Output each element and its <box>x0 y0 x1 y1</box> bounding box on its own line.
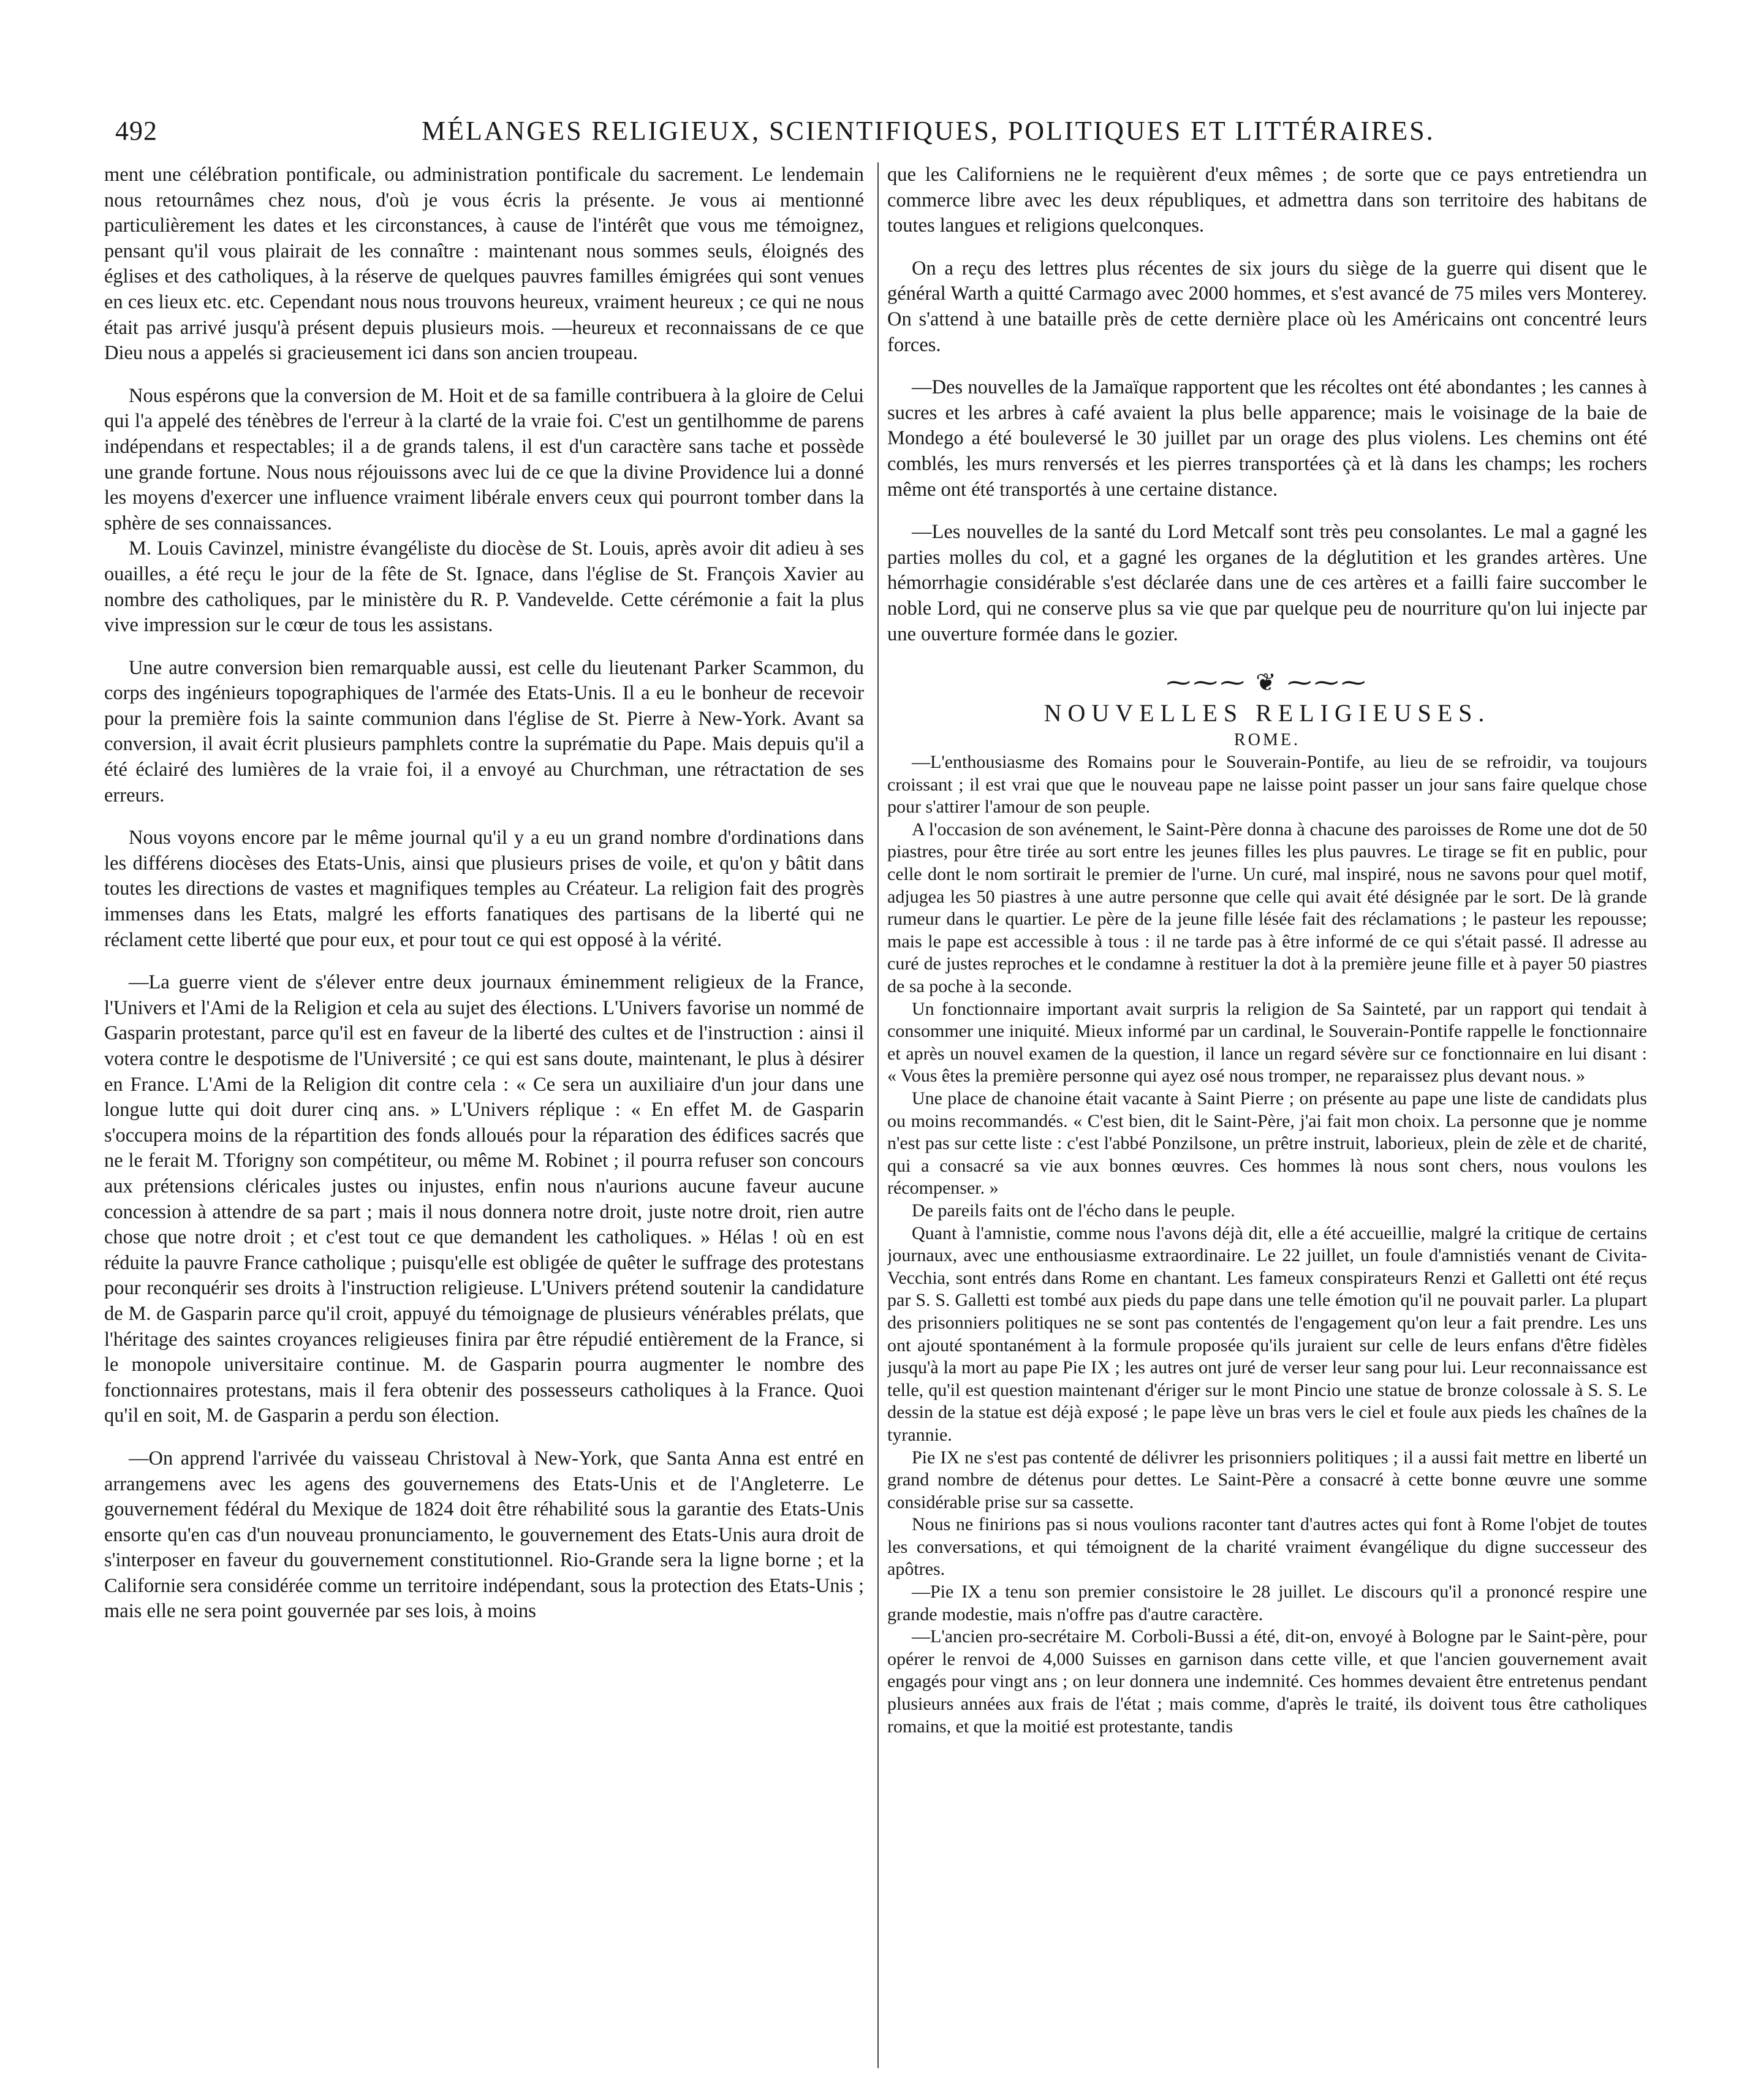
section-heading <box>887 668 1647 751</box>
news-item-paragraph: —On apprend l'arrivée du vaisseau Christoval à New-York, que Santa Anna est entré en arrangemens avec les agens des gouvernemens des Etats-Unis et de l'Angleterre. Le gouvernement fédéral du Mexique de 1824 doit être réhabilité sous la garantie des Etats-Unis ensorte qu'en cas d'un nouveau pronunciamento, le gouvernement des Etats-Unis aura droit de s'interposer en faveur du gouvernement constitutionnel. Rio-Grande sera la ligne borne ; et la Californie sera considérée comme un territoire indépendant, sous la protection des Etats-Unis ; mais elle ne sera point gouvernée par ses lois, à moins <box>104 1447 864 1623</box>
page-number: 492 <box>115 116 157 146</box>
news-item-paragraph: —Pie IX a tenu son premier consistoire le 28 juillet. Le discours qu'il a prononcé respire une grande modestie, mais n'offre pas d'autre caractère. <box>887 1582 1647 1624</box>
article-paragraph: Nous espérons que la conversion de M. Hoit et de sa famille contribuera à la gloire de Celui qui l'a appelé des ténèbres de l'erreur à la clarté de la vraie foi. C'est un gentilhomme de parens indépendans et respectables; il a de grands talens, il est d'un caractère sans tache et possède une grande fortune. Nous nous réjouissons avec lui de ce que la divine Providence lui a donné les moyens d'exercer une influence vraiment libérale envers ceux qui pourront tomber dans la sphère de ses connaissances. <box>104 384 864 534</box>
page-header <box>115 115 1659 152</box>
left-column <box>104 162 864 2062</box>
article-paragraph: M. Louis Cavinzel, ministre évangéliste du diocèse de St. Louis, après avoir dit adieu à ses ouailles, a été reçu le jour de la fête de St. Ignace, dans l'église de St. François Xavier au nombre des catholiques, par le ministère du R. P. Vandevelde. Cette cérémonie a fait la plus vive impression sur le cœur de tous les assistans. <box>104 537 864 637</box>
article-paragraph: ment une célébration pontificale, ou administration pontificale du sacrement. Le lendemain nous retournâmes chez nous, d'où je vous écris la présente. Je vous ai mentionné particulièrement les dates et les circonstances, à cause de l'intérêt que vous me témoignez, pensant qu'il vous plairait de les connaître : maintenant nous sommes seuls, éloignés des églises et des catholiques, à la réserve de quelques pauvres familles émigrées qui sont venues en ces lieux etc. etc. Cependant nous nous trouvons heureux, vraiment heureux ; ce qui ne nous était pas arrivé jusqu'à présent depuis plusieurs mois. —heureux et reconnaissans de ce que Dieu nous a appelés si gracieusement ici dans son ancien troupeau. <box>104 164 864 365</box>
section-title: NOUVELLES RELIGIEUSES. <box>1044 699 1491 727</box>
article-paragraph: Nous voyons encore par le même journal qu'il y a eu un grand nombre d'ordinations dans les différens diocèses des Etats-Unis, ainsi que plusieurs prises de voile, et qu'on y bâtit dans toutes les directions de vastes et magnifiques temples au Créateur. La religion fait des progrès immenses dans les Etats, malgré les efforts fanatiques des partisans de la liberté qui ne réclament cette liberté que pour eux, et pour tout ce qui est opposé à la vérité. <box>104 827 864 951</box>
news-item-paragraph: —L'enthousiasme des Romains pour le Souverain-Pontife, au lieu de se refroidir, va toujours croissant ; il est vrai que que le nouveau pape ne laisse point passer un jour sans faire quelque chose pour s'attirer l'amour de son peuple. <box>887 752 1647 817</box>
column-divider <box>877 162 879 2068</box>
article-paragraph: que les Californiens ne le requièrent d'eux mêmes ; de sorte que ce pays entretiendra un commerce libre avec les deux républiques, et admettra dans son territoire des habitans de toutes langues et religions quelconques. <box>887 164 1647 237</box>
running-title: MÉLANGES RELIGIEUX, SCIENTIFIQUES, POLITIQUES ET LITTÉRAIRES. <box>422 116 1435 146</box>
news-item-paragraph: Quant à l'amnistie, comme nous l'avons déjà dit, elle a été accueillie, malgré la critique de certains journaux, avec une enthousiasme extraordinaire. Le 22 juillet, un foule d'amnistiés venant de Civita-Vecchia, sont entrés dans Rome en chantant. Les fameux conspirateurs Renzi et Galletti ont été reçus par S. S. Galletti est tombé aux pieds du pape dans une telle émotion qu'il ne pouvait parler. La plupart des prisonniers politiques ne se sont pas contentés de l'engagement qu'on leur a fait prendre. Les uns ont ajouté spontanément à la formule proposée qu'ils juraient sur celle de leurs enfans d'être fidèles jusqu'à la mort au pape Pie IX ; les autres ont juré de verser leur sang pour lui. Leur reconnaissance est telle, qu'il est question maintenant d'ériger sur le mont Pincio une statue de bronze colossale à S. S. Le dessin de la statue est déjà exposé ; le pape lève un bras vers le ciel et foule aux pieds les chaînes de la tyrannie. <box>887 1222 1647 1445</box>
news-item-paragraph: A l'occasion de son avénement, le Saint-Père donna à chacune des paroisses de Rome une dot de 50 piastres, pour être tirée au sort entre les jeunes filles les plus pauvres. Le tirage se fit en public, pour celle dont le nom sortirait le premier de l'urne. Un curé, mal inspiré, nous ne savons pour quel motif, adjugea les 50 piastres à une autre personne que celle qui avait été désignée par le sort. De là grande rumeur dans le quartier. Le père de la jeune fille lésée fait des réclamations ; le pasteur les repousse; mais le pape est accessible à tous : il ne tarde pas à être informé de ce qui s'était passé. Il adresse au curé de justes reproches et le condamne à restituer la dot à la première jeune fille et à payer 50 piastres de sa poche à la seconde. <box>887 819 1647 997</box>
news-item-paragraph: —Des nouvelles de la Jamaïque rapportent que les récoltes ont été abondantes ; les cannes à sucres et les arbres à café avaient la plus belle apparence; mais le voisinage de la baie de Mondego a été bouleversé le 30 juillet par un orage des plus violens. Les chemins ont été comblés, les murs renversés et les pierres transportées çà et là dans les champs; les rochers même ont été transportés à une certaine distance. <box>887 376 1647 501</box>
news-item-paragraph: —L'ancien pro-secrétaire M. Corboli-Bussi a été, dit-on, envoyé à Bologne par le Saint-père, pour opérer le renvoi de 4,000 Suisses en garnison dans cette ville, et que l'ancien gouvernement avait engagés pour vingt ans ; on leur donnera une indemnité. Ces hommes devaient être entretenus pendant plusieurs années aux frais de l'état ; mais comme, d'après le traité, ils doivent tous être catholiques romains, et que la moitié est protestante, tandis <box>887 1626 1647 1737</box>
news-item-paragraph: —La guerre vient de s'élever entre deux journaux éminemment religieux de la France, l'Univers et l'Ami de la Religion et cela au sujet des élections. L'Univers favorise un nommé de Gasparin protestant, parce qu'il est en faveur de la liberté des cultes et de l'instruction : ainsi il votera contre le despotisme de l'Université ; ce qui est sans doute, maintenant, le plus à désirer en France. L'Ami de la Religion dit contre cela : « Ce sera un auxiliaire d'un jour dans une longue lutte qui doit durer cinq ans. » L'Univers réplique : « En effet M. de Gasparin s'occupera moins de la répartition des fonds alloués pour la réparation des édifices sacrés que ne le ferait M. Tforigny son compétiteur, ou même M. Robinet ; il pourra refuser son concours aux prétensions cléricales justes ou injustes, enfin nous n'aurions aucune faveur aucune concession à attendre de sa part ; mais il nous donnera notre droit, juste notre droit, rien autre chose que notre droit ; et c'est tout ce que demandent les catholiques. » Hélas ! où en est réduite la pauvre France catholique ; puisqu'elle est obligée de quêter le suffrage des protestans pour reconquérir ses droits à l'instruction religieuse. L'Univers prétend soutenir la candidature de M. de Gasparin parce qu'il croit, appuyé du témoignage de plusieurs vénérables prélats, que l'héritage des saintes croyances religieuses finira par être répudié entièrement de la France, si le monopole universitaire continue. M. de Gasparin pourra augmenter le nombre des fonctionnaires protestans, mais il fera obtenir des possesseurs catholiques à la France. Quoi qu'il en soit, M. de Gasparin a perdu son élection. <box>104 971 864 1427</box>
news-item-paragraph: —Les nouvelles de la santé du Lord Metcalf sont très peu consolantes. Le mal a gagné les parties molles du col, et a gagné les organes de la déglutition et les grandes artères. Une hémorrhagie considérable s'est déclarée dans une de ces artères et a failli faire succomber le noble Lord, qui ne conserve plus sa vie que par quelque peu de nourriture qu'on lui injecte par une ouverture formée dans le gozier. <box>887 521 1647 645</box>
news-item-paragraph: Un fonctionnaire important avait surpris la religion de Sa Sainteté, par un rapport qui tendait à consommer une iniquité. Mieux informé par un cardinal, le Souverain-Pontife rappelle le fonctionnaire et après un nouvel examen de la question, il lance un regard sévère sur ce fonctionnaire en lui disant : « Vous êtes la première personne qui ayez osé nous tromper, ne reparaissez plus devant nous. » <box>887 998 1647 1086</box>
section-subtitle: ROME. <box>1234 730 1300 750</box>
news-item-paragraph: Nous ne finirions pas si nous voulions raconter tant d'autres actes qui font à Rome l'objet de toutes les conversations, et qui témoignent de la charité vraiment évangélique du digne successeur des apôtres. <box>887 1514 1647 1580</box>
news-item-paragraph: Une place de chanoine était vacante à Saint Pierre ; on présente au pape une liste de candidats plus ou moins recommandés. « C'est bien, dit le Saint-Père, j'ai fait mon choix. La personne que je nomme n'est pas sur cette liste : c'est l'abbé Ponzilsone, un prêtre instruit, laborieux, plein de zèle et de charité, qui a consacré sa vie aux bonnes œuvres. Ces hommes là nous sont chers, nous voulons les récompenser. » <box>887 1088 1647 1199</box>
article-paragraph: Une autre conversion bien remarquable aussi, est celle du lieutenant Parker Scammon, du corps des ingénieurs topographiques de l'armée des Etats-Unis. Il a eu le bonheur de recevoir pour la première fois la sainte communion dans l'église de St. Pierre à New-York. Avant sa conversion, il avait écrit plusieurs pamphlets contre la suprématie du Pape. Mais depuis qu'il a été éclairé des lumières de la vraie foi, il a envoyé au Churchman, une rétractation de ses erreurs. <box>104 656 864 806</box>
right-column <box>887 162 1647 2062</box>
news-item-paragraph: Pie IX ne s'est pas contenté de délivrer les prisonniers politiques ; il a aussi fait mettre en liberté un grand nombre de détenus pour dettes. Le Saint-Père a consacré à cette bonne œuvre une somme considérable prise sur sa cassette. <box>887 1447 1647 1512</box>
article-paragraph: On a reçu des lettres plus récentes de six jours du siège de la guerre qui disent que le général Warth a quitté Carmago avec 2000 hommes, et s'est avancé de 75 miles vers Monterey. On s'attend à une bataille près de cette dernière place où les Américains ont concentré leurs forces. <box>887 257 1647 356</box>
ornament-divider: ⁓⁓⁓ ❦ ⁓⁓⁓ <box>1166 669 1368 697</box>
news-item-paragraph: De pareils faits ont de l'écho dans le peuple. <box>912 1200 1235 1221</box>
